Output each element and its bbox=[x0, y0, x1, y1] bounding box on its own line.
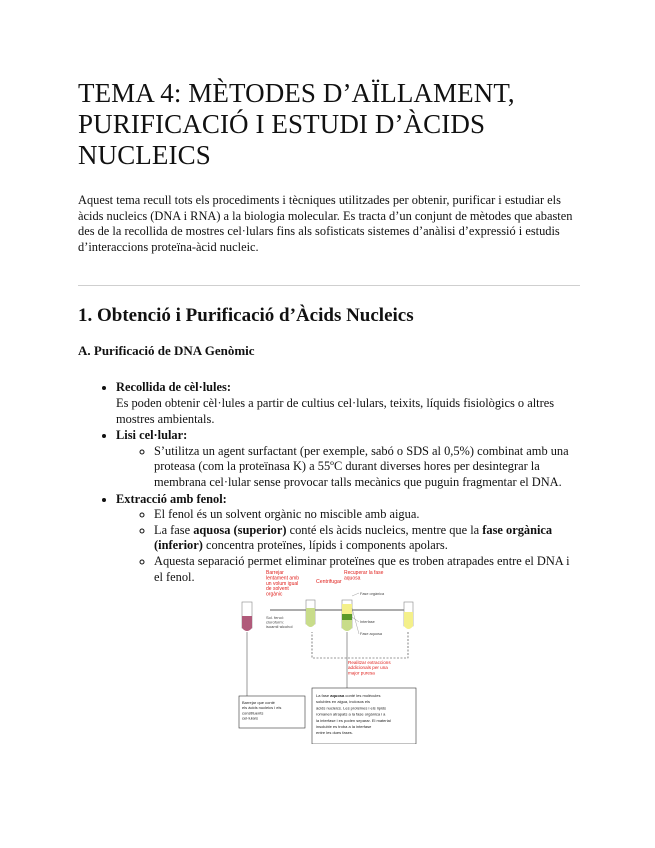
figure-text-line: àcids nucleics. Les proteïnes i els lípids bbox=[316, 705, 387, 711]
figure-label-repeat bbox=[348, 660, 391, 675]
figure-text-line: la interfase i es poden separar. El material bbox=[316, 717, 391, 723]
text-run: concentra proteïnes, lípids i components apolars. bbox=[202, 538, 448, 553]
item-label: Lisi cel·lular: bbox=[116, 428, 188, 443]
sub-list-item bbox=[154, 523, 580, 554]
figure-text-line: La fase bbox=[316, 693, 331, 698]
figure-text-line: cloroform: bbox=[266, 619, 284, 625]
item-label: Recollida de cèl·lules: bbox=[116, 380, 231, 395]
section-divider bbox=[78, 285, 580, 286]
figure-text-line: un volum igual bbox=[266, 580, 299, 587]
mixed-tube-icon bbox=[306, 600, 315, 627]
steps-list bbox=[78, 380, 580, 585]
figure-text-line: Barrejar bbox=[266, 570, 284, 576]
sample-tube-icon bbox=[242, 602, 252, 631]
item-label: Extracció amb fenol: bbox=[116, 491, 227, 506]
section-heading: 1. Obtenció i Purificació d’Àcids Nucleics bbox=[78, 305, 414, 327]
figure-text-line: Sol. fenol: bbox=[266, 615, 284, 620]
figure-text-line: els àcids nucleics i els bbox=[242, 705, 282, 711]
figure-text-line: Recuperar la fase bbox=[344, 570, 384, 576]
intro-paragraph: Aquest tema recull tots els procediments i tècniques utilitzades per obtenir, purificar i estudiar els àcids nucleics (DNA i RNA) a la biologia molecular. Es tracta d’un conjunt de mètodes que abasten des de la recollida de mostres cel·lulars fins als sofisticats sistemes d’anàlisi d’expressió i estudis d’interaccions proteïna-àcid nucleic. bbox=[78, 193, 573, 254]
figure-text-line: solubles en aigua, inclosos els bbox=[316, 699, 371, 705]
bold-run: aquosa (superior) bbox=[193, 522, 287, 537]
figure-label-mix bbox=[266, 570, 299, 598]
figure-text-line: constituents bbox=[242, 710, 264, 716]
figure-text-line: romanen atrapats a la fase orgànica i a bbox=[316, 711, 386, 717]
separated-phases-tube-icon bbox=[342, 600, 352, 631]
figure-label-aqueous-phase: Fase aquosa bbox=[360, 632, 382, 636]
sub-list-item: ◦ El fenol és un solvent orgànic no miscible amb aigua. bbox=[154, 507, 580, 523]
figure-text-line: entre les dues fases. bbox=[316, 730, 353, 736]
figure-text-line: conté les molècules bbox=[345, 693, 381, 698]
figure-text-line: aquosa bbox=[344, 575, 361, 582]
aqueous-tube-icon bbox=[404, 602, 413, 629]
item-text: Es poden obtenir cèl·lules a partir de cultius cel·lulars, teixits, líquids fisiològics o altres mostres ambientals. bbox=[116, 395, 555, 426]
sub-list bbox=[116, 444, 580, 491]
figure-text-line: isoamil·alcohol bbox=[266, 624, 293, 630]
list-item bbox=[116, 380, 580, 427]
figure-text-line: insoluble es troba a la interfase bbox=[316, 724, 372, 729]
list-item bbox=[116, 428, 580, 490]
text-run: conté els àcids nucleics, mentre que la bbox=[286, 522, 483, 537]
text-run: La fase bbox=[154, 522, 194, 537]
figure-text-bold: aquosa bbox=[330, 693, 346, 698]
sub-list-item: ◦ S’utilitza un agent surfactant (per exemple, sabó o SDS al 0,5%) combinat amb una proteasa (com la proteïnasa K) a 55ºC durant diverses hores per desintegrar la membrana cel·lular sense provocar talls mecànics que puguin fragmentar el DNA. bbox=[154, 444, 580, 491]
sub-list-item: ◦ Aquesta separació permet eliminar proteïnes que es troben atrapades entre el DNA i el fenol. bbox=[154, 554, 580, 585]
phenol-extraction-figure bbox=[236, 566, 418, 744]
figure-text-line: cel·lulars bbox=[242, 715, 259, 721]
figure-label-interphase: Interfase bbox=[360, 620, 375, 624]
figure-text-line: addicionals per una bbox=[348, 665, 388, 671]
figure-text-line: de solvent bbox=[266, 586, 289, 593]
figure-label-organic-phase: Fase orgànica bbox=[360, 592, 385, 596]
figure-text-line: Barrejar que conté bbox=[242, 700, 275, 705]
page-title: TEMA 4: MÈTODES D’AÏLLAMENT, PURIFICACIÓ I ESTUDI D’ÀCIDS NUCLEICS bbox=[78, 78, 515, 170]
figure-label-centrifuge: Centrifugar bbox=[316, 579, 342, 585]
figure-text-line: orgànic bbox=[266, 591, 283, 598]
document-page bbox=[78, 78, 580, 586]
figure-label-sample bbox=[266, 615, 293, 629]
figure-text-line: lentament amb bbox=[266, 575, 300, 582]
subsection-heading: A. Purificació de DNA Genòmic bbox=[78, 343, 255, 359]
figure-label-recover bbox=[344, 570, 384, 581]
figure-text-line: Realitzar extraccions bbox=[348, 660, 391, 665]
bold-run: fase orgànica (inferior) bbox=[154, 522, 553, 553]
figure-text-line: major puresa bbox=[348, 670, 375, 676]
